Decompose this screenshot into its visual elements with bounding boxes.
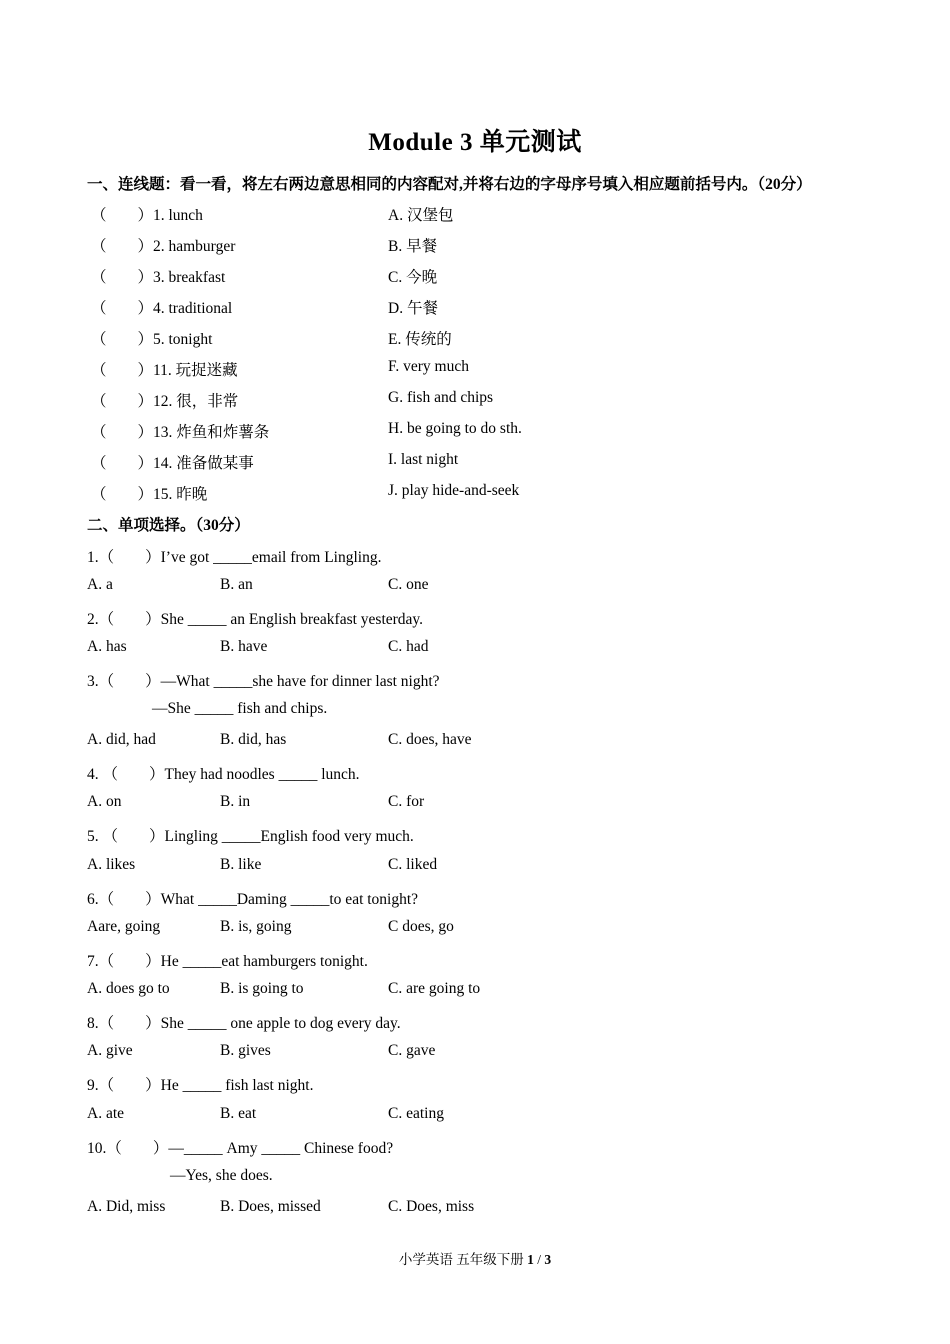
option-b: B. eat <box>220 1105 257 1122</box>
question-stem: 6.（ ）What _____Daming _____to eat tonight? <box>87 891 419 908</box>
option-a: Aare, going <box>87 918 161 935</box>
question-stem: 3.（ ）—What _____she have for dinner last night? <box>87 673 440 690</box>
question-stem: 7.（ ）He _____eat hamburgers tonight. <box>87 953 368 970</box>
question-stem: 8.（ ）She _____ one apple to dog every day. <box>87 1015 401 1032</box>
page-separator: / <box>537 1252 541 1267</box>
question-stem: 1.（ ）I’ve got _____email from Lingling. <box>87 549 382 566</box>
option-c: C. eating <box>388 1105 444 1122</box>
option-b: B. gives <box>220 1042 271 1059</box>
page-total: 3 <box>544 1252 552 1267</box>
question-stem: 4. （ ）They had noodles _____ lunch. <box>87 766 360 783</box>
footer-text: 小学英语 五年级下册 <box>398 1252 524 1267</box>
option-a: A. a <box>87 576 113 593</box>
match-left-item: （ ）14. 准备做某事 <box>91 455 254 472</box>
match-left-item: （ ）13. 炸鱼和炸薯条 <box>91 424 270 441</box>
match-left-item: （ ）3. breakfast <box>91 269 226 286</box>
option-a: A. did, had <box>87 731 156 748</box>
option-c: C. had <box>388 638 429 655</box>
option-c: C does, go <box>388 918 454 935</box>
option-c: C. for <box>388 793 425 810</box>
option-a: A. does go to <box>87 980 170 997</box>
option-a: A. likes <box>87 856 136 873</box>
question-stem-continued: —She _____ fish and chips. <box>152 700 328 717</box>
option-b: B. is, going <box>220 918 292 935</box>
match-left-item: （ ）4. traditional <box>91 300 233 317</box>
match-right-item: E. 传统的 <box>388 331 452 348</box>
question-stem: 9.（ ）He _____ fish last night. <box>87 1077 314 1094</box>
section1-heading: 一、连线题：看一看，将左右两边意思相同的内容配对,并将右边的字母序号填入相应题前括号内。（20分） <box>87 176 812 193</box>
page-footer <box>0 1248 950 1268</box>
option-b: B. is going to <box>220 980 304 997</box>
match-right-item: A. 汉堡包 <box>388 207 454 224</box>
option-b: B. did, has <box>220 731 287 748</box>
option-a: A. give <box>87 1042 133 1059</box>
option-b: B. an <box>220 576 253 593</box>
match-left-item: （ ）5. tonight <box>91 331 213 348</box>
match-right-item: I. last night <box>388 451 459 468</box>
option-a: A. on <box>87 793 122 810</box>
match-left-item: （ ）1. lunch <box>91 207 203 224</box>
match-right-item: D. 午餐 <box>388 300 438 317</box>
question-stem: 5. （ ）Lingling _____English food very much. <box>87 828 414 845</box>
page-number: 1 <box>527 1252 534 1267</box>
option-a: A. Did, miss <box>87 1198 166 1215</box>
option-c: C. does, have <box>388 731 472 748</box>
match-left-item: （ ）15. 昨晚 <box>91 486 208 503</box>
match-right-item: B. 早餐 <box>388 238 438 255</box>
option-c: C. one <box>388 576 429 593</box>
option-b: B. like <box>220 856 262 873</box>
option-b: B. Does, missed <box>220 1198 321 1215</box>
option-c: C. Does, miss <box>388 1198 475 1215</box>
option-b: B. have <box>220 638 268 655</box>
option-b: B. in <box>220 793 251 810</box>
option-a: A. ate <box>87 1105 125 1122</box>
match-right-item: G. fish and chips <box>388 389 494 406</box>
page-title: Module 3 单元测试 <box>368 129 582 156</box>
option-c: C. are going to <box>388 980 481 997</box>
match-right-item: C. 今晚 <box>388 269 438 286</box>
match-right-item: H. be going to do sth. <box>388 420 522 437</box>
question-stem: 10.（ ）—_____ Amy _____ Chinese food? <box>87 1140 394 1157</box>
option-a: A. has <box>87 638 127 655</box>
match-left-item: （ ）11. 玩捉迷藏 <box>91 362 238 379</box>
option-c: C. liked <box>388 856 438 873</box>
question-stem: 2.（ ）She _____ an English breakfast yesterday. <box>87 611 424 628</box>
match-right-item: J. play hide-and-seek <box>388 482 520 499</box>
section2-heading: 二、单项选择。（30分） <box>87 517 250 534</box>
option-c: C. gave <box>388 1042 436 1059</box>
match-right-item: F. very much <box>388 358 469 375</box>
match-left-item: （ ）12. 很，非常 <box>91 393 239 410</box>
question-stem-continued: —Yes, she does. <box>170 1167 273 1184</box>
match-left-item: （ ）2. hamburger <box>91 238 236 255</box>
